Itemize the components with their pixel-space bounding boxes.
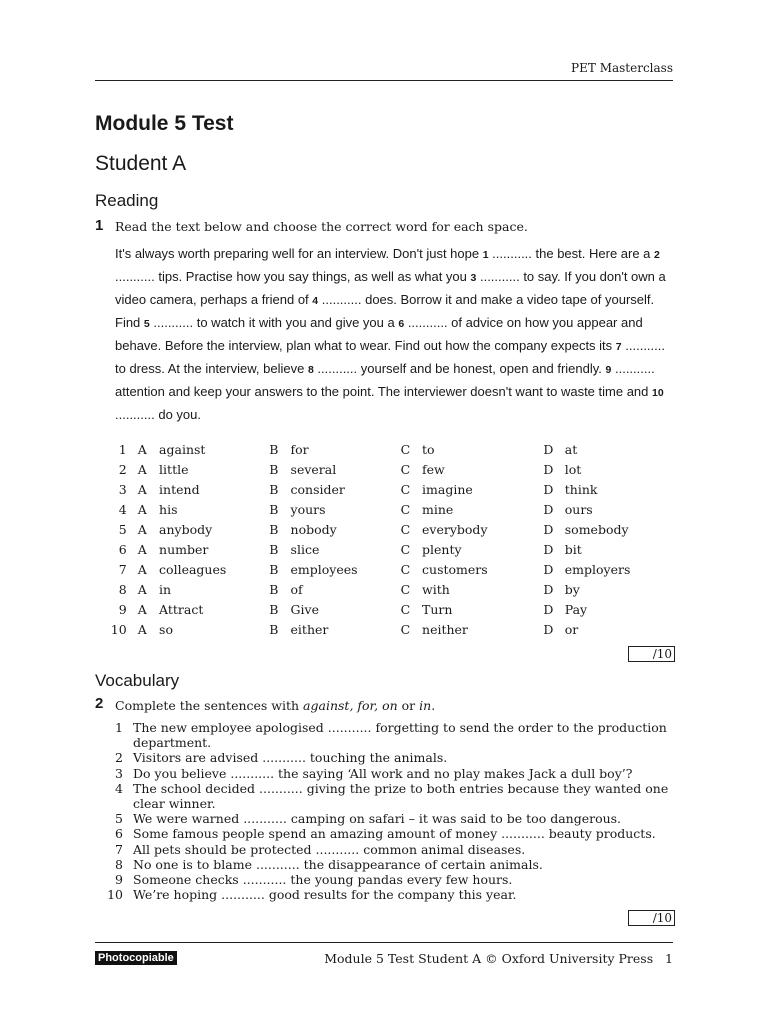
option-number: 5	[118, 522, 127, 537]
sentence-number: 7	[115, 841, 123, 857]
sentence-number: 3	[115, 765, 123, 781]
option-letter-a: A	[137, 562, 147, 577]
option-letter-c: C	[400, 502, 411, 517]
option-letter-b: B	[269, 442, 279, 457]
option-letter-d: D	[543, 502, 554, 517]
option-b: for	[290, 442, 309, 457]
option-letter-a: A	[137, 522, 147, 537]
gap-blank: ...........	[321, 292, 362, 307]
sentence-item	[95, 750, 675, 765]
option-row	[95, 582, 675, 602]
option-letter-b: B	[269, 622, 279, 637]
option-a: anybody	[159, 522, 213, 537]
sentence-item	[95, 766, 675, 781]
option-letter-c: C	[400, 582, 411, 597]
option-b: of	[290, 582, 303, 597]
sentence-text: Some famous people spend an amazing amount of money ........... beauty products.	[133, 826, 656, 842]
option-number: 8	[118, 582, 127, 597]
option-letter-b: B	[269, 582, 279, 597]
gap-number: 8	[307, 364, 314, 376]
gap-number: 3	[470, 272, 477, 284]
option-letter-b: B	[269, 502, 279, 517]
gap-blank: ...........	[614, 361, 655, 376]
gap-blank: ...........	[492, 246, 532, 261]
sentence-text: Visitors are advised ........... touching the animals.	[133, 750, 448, 766]
option-c: to	[422, 442, 435, 457]
option-row	[95, 562, 675, 582]
sentence-number: 6	[115, 826, 123, 842]
option-c: Turn	[422, 602, 453, 617]
option-row	[95, 442, 675, 462]
option-letter-a: A	[137, 462, 147, 477]
option-letter-d: D	[543, 482, 554, 497]
gap-blank: ...........	[153, 315, 194, 330]
option-c: with	[422, 582, 450, 597]
photocopiable-badge: Photocopiable	[95, 951, 177, 965]
gap-number: 10	[652, 387, 664, 399]
option-letter-b: B	[269, 482, 279, 497]
option-letter-c: C	[400, 482, 411, 497]
option-row	[95, 522, 675, 542]
option-d: at	[564, 442, 578, 457]
option-number: 2	[118, 462, 127, 477]
sentence-text: All pets should be protected ........... common animal diseases.	[133, 841, 526, 857]
vocabulary-score-box: /10	[628, 910, 675, 926]
option-a: so	[159, 622, 173, 637]
page-subtitle: Student A	[95, 152, 187, 175]
option-row	[95, 622, 675, 642]
sentence-item	[95, 857, 675, 872]
option-letter-c: C	[400, 442, 411, 457]
sentence-item	[95, 826, 675, 841]
option-d: ours	[564, 502, 593, 517]
sentence-item	[95, 872, 675, 887]
option-row	[95, 542, 675, 562]
sentence-item	[95, 842, 675, 857]
gap-number: 7	[615, 341, 622, 353]
sentence-text: The new employee apologised ........... forgetting to send the order to the production department.	[133, 720, 667, 751]
question-2-instruction: Complete the sentences with against, for, on or in.	[115, 698, 436, 713]
option-number: 10	[110, 622, 127, 637]
sentence-number: 4	[115, 780, 123, 796]
option-letter-d: D	[543, 562, 554, 577]
option-number: 1	[118, 442, 127, 457]
vocabulary-sentences	[95, 720, 675, 902]
option-d: somebody	[564, 522, 629, 537]
reading-passage: It's always worth preparing well for an interview. Don't just hope 1 ........... the best. Here are a 2 ........... tips. Practise how you say things, as well as what you 3 ........... to say. If you don't own a video camera, perhaps a friend of 4 ........... does. Borrow it and make a video tape of yourself. Find 5 ........... to watch it with you and give you a 6 ........... of advice on how you appear and behave. Before the interview, plan what to wear. Find out how the company expects its 7 ........... to dress. At the interview, believe 8 ........... yourself and be honest, open and friendly. 9 ........... attention and keep your answers to the point. The interviewer doesn't want to waste time and 10 ........... do you.	[115, 246, 666, 422]
footer-rule	[95, 942, 673, 943]
option-d: Pay	[564, 602, 588, 617]
option-letter-b: B	[269, 542, 279, 557]
option-a: against	[159, 442, 206, 457]
option-letter-c: C	[400, 562, 411, 577]
sentence-number: 5	[115, 811, 123, 827]
gap-blank: ...........	[407, 315, 448, 330]
option-letter-a: A	[137, 502, 147, 517]
option-d: employers	[564, 562, 631, 577]
sentence-item	[95, 720, 675, 750]
option-letter-d: D	[543, 462, 554, 477]
option-b: Give	[290, 602, 319, 617]
option-letter-b: B	[269, 602, 279, 617]
option-letter-d: D	[543, 442, 554, 457]
gap-blank: ...........	[479, 269, 520, 284]
option-c: imagine	[422, 482, 473, 497]
option-number: 7	[118, 562, 127, 577]
gap-number: 4	[312, 295, 319, 307]
page-title: Module 5 Test	[95, 112, 234, 135]
option-a: colleagues	[159, 562, 227, 577]
option-row	[95, 602, 675, 622]
option-b: yours	[290, 502, 326, 517]
sentence-text: We’re hoping ........... good results for the company this year.	[133, 887, 517, 903]
gap-blank: ...........	[115, 269, 155, 284]
option-letter-a: A	[137, 622, 147, 637]
option-d: or	[564, 622, 579, 637]
option-c: everybody	[422, 522, 488, 537]
sentence-number: 10	[107, 887, 123, 903]
option-b: employees	[290, 562, 358, 577]
option-d: bit	[564, 542, 582, 557]
gap-number: 5	[143, 318, 150, 330]
option-row	[95, 502, 675, 522]
running-header: PET Masterclass	[571, 61, 673, 75]
option-letter-b: B	[269, 562, 279, 577]
question-1-instruction: Read the text below and choose the correct word for each space.	[115, 219, 528, 234]
sentence-number: 9	[115, 872, 123, 888]
sentence-item	[95, 811, 675, 826]
option-letter-b: B	[269, 522, 279, 537]
option-letter-a: A	[137, 482, 147, 497]
header-rule	[95, 80, 673, 81]
option-a: intend	[159, 482, 200, 497]
option-c: neither	[422, 622, 468, 637]
option-c: plenty	[422, 542, 462, 557]
sentence-text: Someone checks ........... the young pandas every few hours.	[133, 872, 513, 888]
footer-credit: Module 5 Test Student A © Oxford University Press 1	[324, 951, 673, 966]
question-2-number: 2	[95, 695, 104, 712]
option-b: consider	[290, 482, 345, 497]
option-letter-a: A	[137, 442, 147, 457]
gap-number: 2	[654, 249, 660, 261]
option-letter-a: A	[137, 582, 147, 597]
option-letter-c: C	[400, 602, 411, 617]
gap-number: 1	[482, 249, 489, 261]
option-d: think	[564, 482, 598, 497]
option-a: in	[159, 582, 172, 597]
sentence-item	[95, 781, 675, 811]
option-a: Attract	[159, 602, 204, 617]
option-letter-b: B	[269, 462, 279, 477]
option-letter-d: D	[543, 602, 554, 617]
option-c: customers	[422, 562, 488, 577]
gap-blank: ...........	[115, 407, 155, 422]
option-letter-c: C	[400, 622, 411, 637]
page-number: 1	[665, 951, 673, 966]
gap-number: 6	[398, 318, 405, 330]
option-b: slice	[290, 542, 320, 557]
option-letter-d: D	[543, 542, 554, 557]
option-c: few	[422, 462, 445, 477]
sentence-number: 8	[115, 856, 123, 872]
option-letter-d: D	[543, 622, 554, 637]
reading-heading: Reading	[95, 191, 159, 210]
gap-blank: ...........	[625, 338, 665, 353]
option-number: 9	[118, 602, 127, 617]
option-letter-c: C	[400, 462, 411, 477]
option-a: number	[159, 542, 209, 557]
option-a: his	[159, 502, 178, 517]
reading-score-box: /10	[628, 646, 675, 662]
option-number: 4	[118, 502, 127, 517]
option-c: mine	[422, 502, 454, 517]
sentence-item	[95, 887, 675, 902]
option-letter-c: C	[400, 522, 411, 537]
option-letter-d: D	[543, 522, 554, 537]
sentence-number: 2	[115, 750, 123, 766]
gap-blank: ...........	[317, 361, 358, 376]
option-letter-a: A	[137, 602, 147, 617]
option-row	[95, 482, 675, 502]
answer-options-table	[95, 442, 675, 642]
option-letter-a: A	[137, 542, 147, 557]
option-d: by	[564, 582, 580, 597]
option-number: 3	[118, 482, 127, 497]
sentence-text: The school decided ........... giving the prize to both entries because they wanted one clear winner.	[133, 780, 669, 812]
option-letter-d: D	[543, 582, 554, 597]
option-b: either	[290, 622, 329, 637]
option-b: several	[290, 462, 337, 477]
option-row	[95, 462, 675, 482]
sentence-number: 1	[115, 720, 123, 735]
vocabulary-heading: Vocabulary	[95, 671, 180, 690]
option-letter-c: C	[400, 542, 411, 557]
sentence-text: No one is to blame ........... the disappearance of certain animals.	[133, 856, 543, 872]
question-1-number: 1	[95, 217, 104, 234]
gap-number: 9	[605, 364, 612, 376]
sentence-text: We were warned ........... camping on safari – it was said to be too dangerous.	[133, 811, 622, 827]
option-b: nobody	[290, 522, 337, 537]
option-number: 6	[118, 542, 127, 557]
option-a: little	[159, 462, 189, 477]
option-d: lot	[564, 462, 582, 477]
sentence-text: Do you believe ........... the saying ‘All work and no play makes Jack a dull boy’?	[133, 765, 633, 781]
